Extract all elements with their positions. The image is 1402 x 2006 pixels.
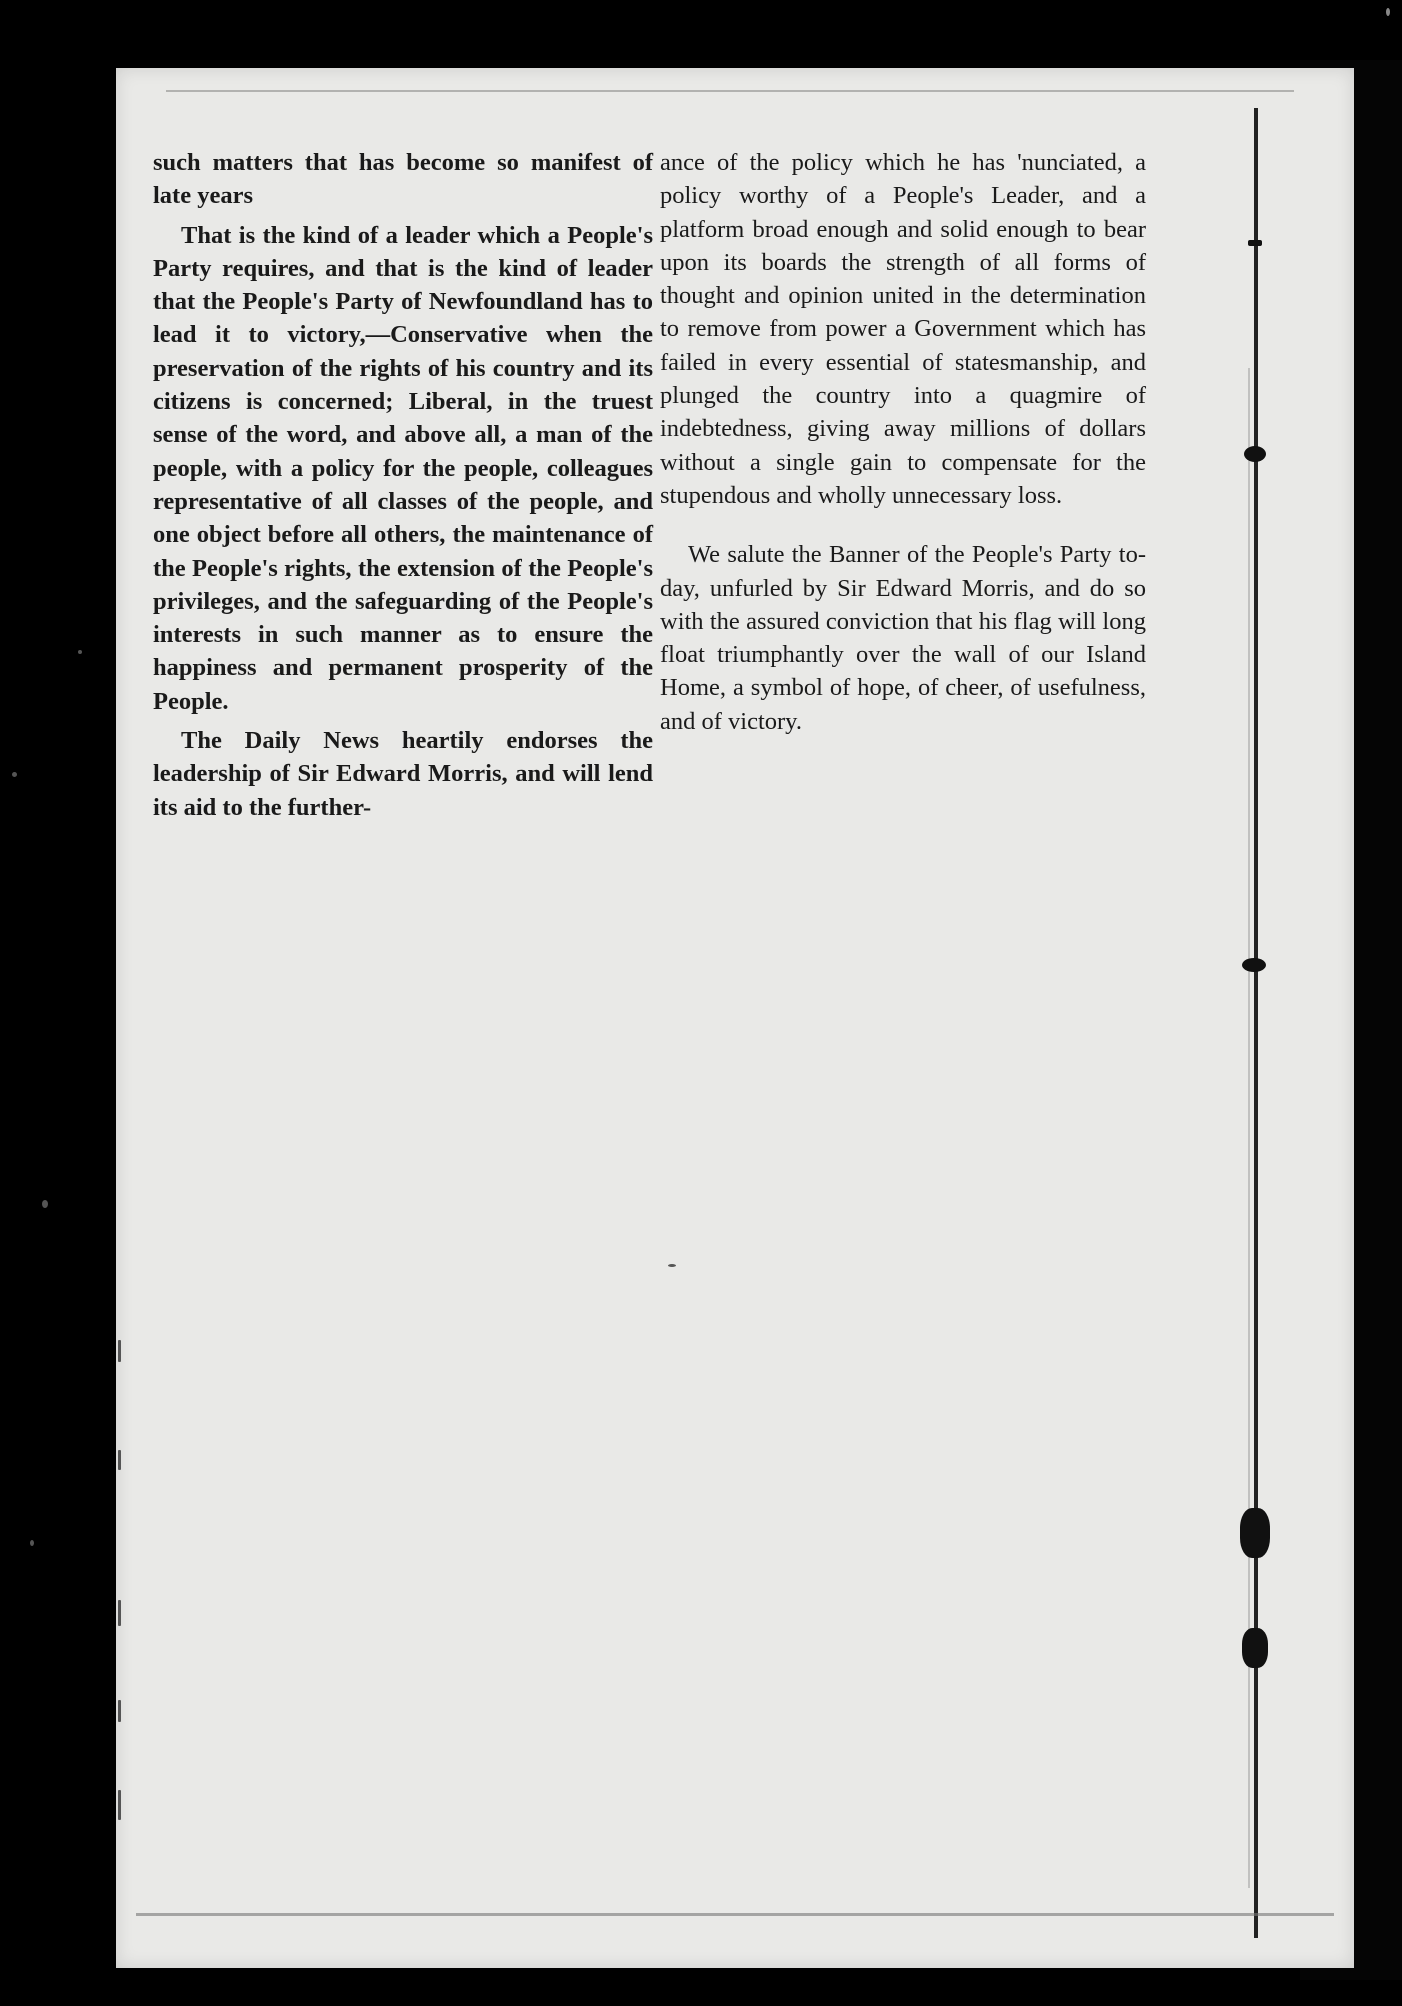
paragraph: We salute the Banner of the People's Party to-day, unfurled by Sir Edward Morris, and do so with the assured conviction that his flag will long float triumphantly over the wall of our Island Home, a symbol of hope, of cheer, of usefulness, and of victory. <box>660 541 1146 735</box>
paragraph: That is the kind of a leader which a People's Party requires, and that is the kind of leader that the People's Party of Newfoundland has to lead it to victory,—Conservative when the preservation of the rights of his country and its citizens is concerned; Liberal, in the truest sense of the word, and above all, a man of the people, with a policy for the people, colleagues representative of all classes of the people, and one object before all others, the maintenance of the People's rights, the extension of the People's privileges, and the safeguarding of the People's interests in such manner as to ensure the happiness and permanent prosperity of the People. <box>153 221 653 715</box>
paragraph: The Daily News heartily endorses the leadership of Sir Edward Morris, and will lend its aid to the further- <box>153 727 653 821</box>
paragraph: such matters that has become so manifest of late years <box>153 149 653 210</box>
paragraph: ance of the policy which he has 'nunciated, a policy worthy of a People's Leader, and a platform broad enough and solid enough to bear upon its boards the strength of all forms of thought and opinion united in the determination to remove from power a Government which has failed in every essential of statesmanship, and plunged the country into a quagmire of indebtedness, giving away millions of dollars without a single gain to compensate for the stupendous and wholly unnecessary loss. <box>660 149 1146 509</box>
